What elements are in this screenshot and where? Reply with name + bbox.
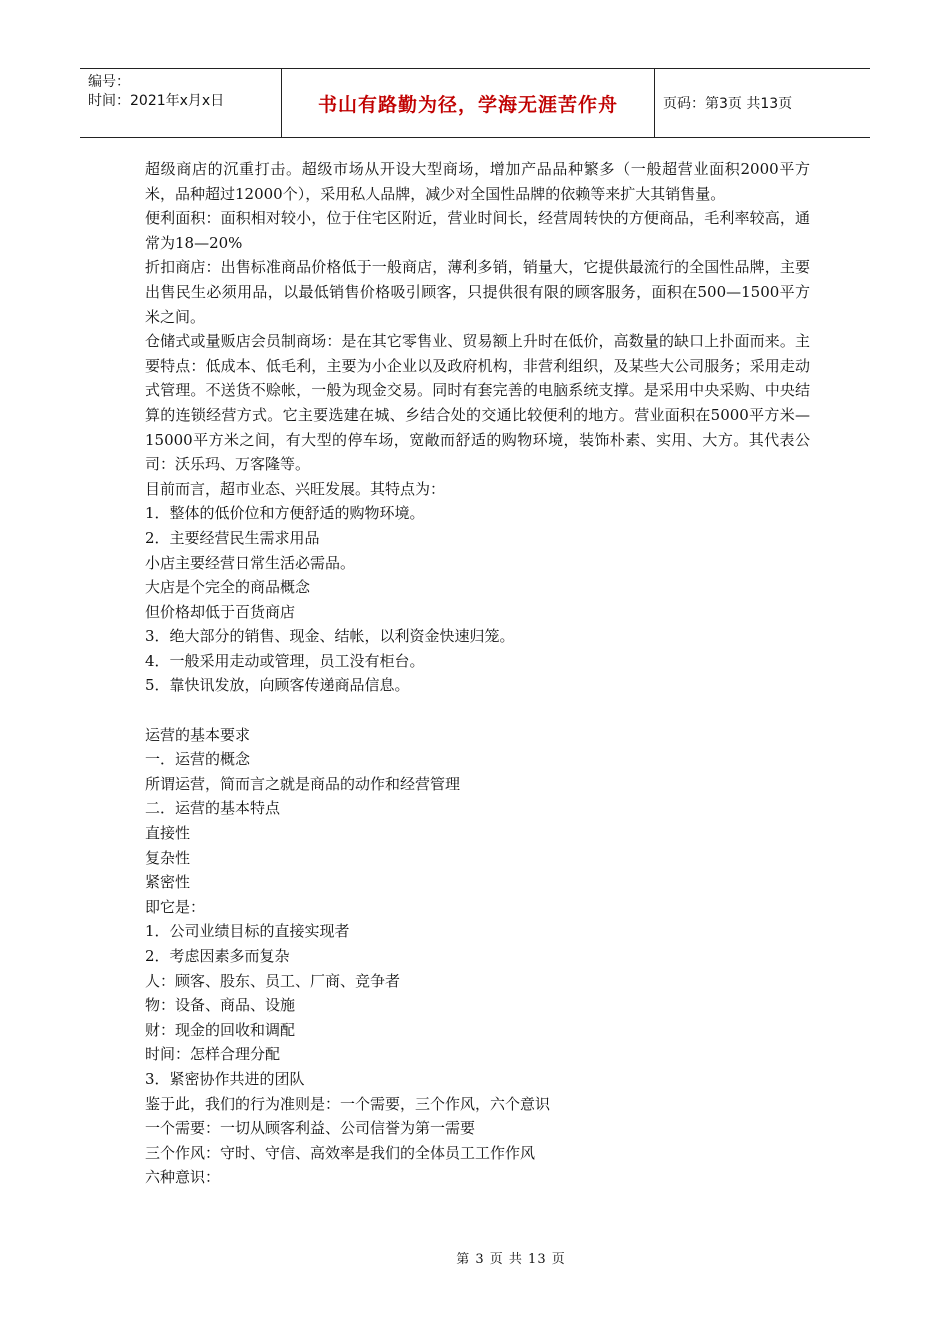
paragraph: 仓储式或量贩店会员制商场：是在其它零售业、贸易额上升时在低价，高数量的缺口上扑面而来。主要特点：低成本、低毛利，主要为小企业以及政府机构，非营利组织，及某些大公司服务；采用走动式管理。不送货不赊帐，一般为现金交易。同时有套完善的电脑系统支撑。是采用中央采购、中央结算的连锁经营方式。它主要选建在城、乡结合处的交通比较便利的地方。营业面积在5000平方米—15000平方米之间，有大型的停车场，宽敞而舒适的购物环境，装饰朴素、实用、大方。其代表公司：沃乐玛、万客隆等。: [145, 332, 810, 474]
paragraph: 二．运营的基本特点: [145, 799, 281, 818]
paragraph: 直接性: [145, 824, 191, 843]
paragraph: 但价格却低于百货商店: [145, 602, 296, 621]
page-header: [80, 68, 870, 138]
header-meta: [80, 69, 282, 137]
paragraph: 时间：怎样合理分配: [145, 1045, 281, 1064]
paragraph: 目前而言，超市业态、兴旺发展。其特点为：: [145, 479, 446, 498]
header-page-info: 页码：第3页 共13页: [663, 96, 793, 112]
paragraph: 所谓运营，简而言之就是商品的动作和经营管理: [145, 774, 461, 793]
paragraph: 超级商店的沉重打击。超级市场从开设大型商场，增加产品品种繁多（一般超营业面积2000平方米，品种超过12000个），采用私人品牌，减少对全国性品牌的依赖等来扩大其销售量。: [145, 160, 810, 203]
list-item: 5．靠快讯发放，向顾客传递商品信息。: [145, 676, 410, 695]
paragraph: 折扣商店：出售标准商品价格低于一般商店，薄利多销，销量大，它提供最流行的全国性品牌，主要出售民生必须用品，以最低销售价格吸引顾客，只提供很有限的顾客服务，面积在500—1500平方米之间。: [145, 258, 810, 326]
header-motto: 书山有路勤为径，学海无涯苦作舟: [282, 69, 655, 137]
paragraph: 复杂性: [145, 848, 191, 867]
list-item: 4．一般采用走动或管理，员工没有柜台。: [145, 651, 425, 670]
list-item: 1．整体的低价位和方便舒适的购物环境。: [145, 504, 425, 523]
header-number-label: 编号：: [88, 74, 130, 90]
paragraph: 小店主要经营日常生活必需品。: [145, 553, 356, 572]
list-item: 1．公司业绩目标的直接实现者: [145, 922, 350, 941]
blank-line: [145, 698, 810, 723]
list-item: 3．绝大部分的销售、现金、结帐，以利资金快速归笼。: [145, 627, 515, 646]
paragraph: 大店是个完全的商品概念: [145, 578, 311, 597]
list-item: 2．考虑因素多而复杂: [145, 947, 290, 965]
list-item: 3．紧密协作共进的团队: [145, 1069, 305, 1088]
section-heading: 运营的基本要求: [145, 725, 251, 744]
list-item: 2．主要经营民生需求用品: [145, 528, 320, 547]
paragraph: 便利面积：面积相对较小，位于住宅区附近，营业时间长，经营周转快的方便商品，毛利率较高，通常为18—20%: [145, 209, 810, 252]
page-footer: [0, 1248, 950, 1267]
paragraph: 一个需要：一切从顾客利益、公司信誉为第一需要: [145, 1119, 476, 1138]
paragraph: 鉴于此，我们的行为准则是：一个需要，三个作风，六个意识: [145, 1094, 551, 1113]
paragraph: 三个作风：守时、守信、高效率是我们的全体员工工作作风: [145, 1143, 536, 1162]
document-body: [145, 157, 810, 1190]
paragraph: 一．运营的概念: [145, 750, 251, 769]
footer-page-number: 第 3 页 共 13 页: [456, 1252, 566, 1267]
paragraph: 即它是：: [145, 897, 206, 916]
paragraph: 财：现金的回收和调配: [145, 1020, 296, 1039]
paragraph: 人：顾客、股东、员工、厂商、竞争者: [145, 971, 401, 990]
paragraph: 紧密性: [145, 873, 191, 892]
paragraph: 物：设备、商品、设施: [145, 996, 296, 1015]
paragraph: 六种意识：: [145, 1168, 221, 1187]
header-time-label: 时间：2021年x月x日: [88, 93, 225, 109]
